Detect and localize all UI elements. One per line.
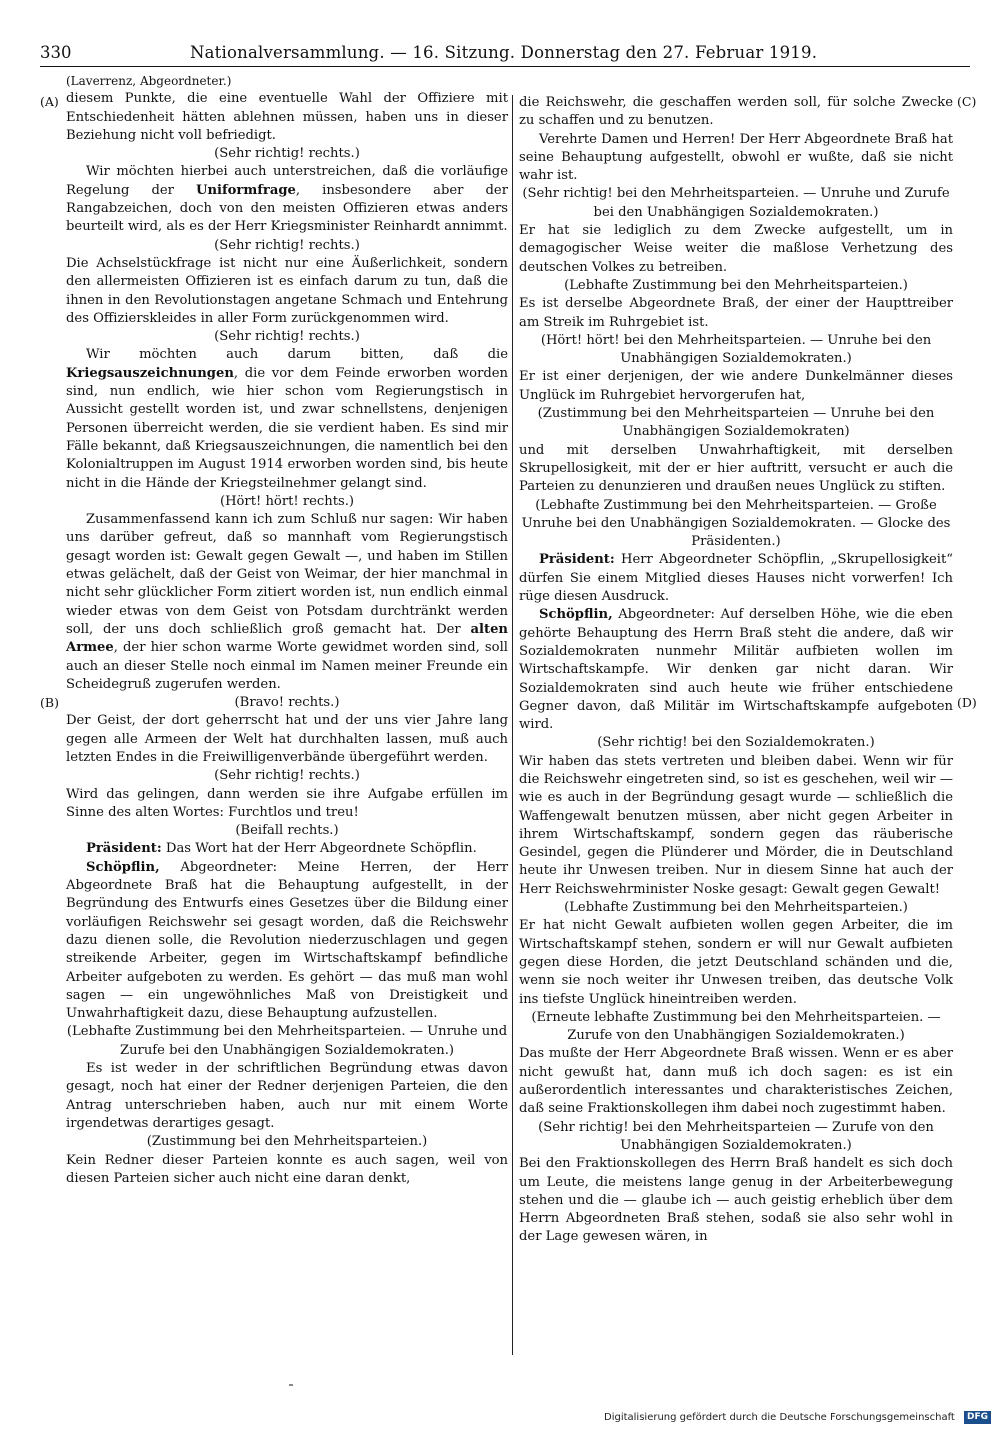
emphasis: Präsident: (539, 552, 615, 568)
emphasis: Präsident: (86, 841, 162, 857)
paragraph: Die Achselstückfrage ist nicht nur eine Äußerlichkeit, sondern den allermeisten Offizieren ist es einfach darum zu tun, daß die ihnen in den Revolutionstagen angetane Schmach und Entehrung des Offizierskleides in aller Form zurückgenommen wird. (66, 255, 508, 326)
interjection: (Lebhafte Zustimmung bei den Mehrheitsparteien. — Große Unruhe bei den Unabhängigen Sozialdemokraten. — Glocke des Präsidenten.) (521, 497, 951, 550)
interjection: (Sehr richtig! rechts.) (214, 329, 360, 345)
emphasis: Uniformfrage (196, 182, 296, 198)
paragraph: Wir haben das stets vertreten und bleiben dabei. Wenn wir für die Reichswehr eingetreten sind, so ist es geschehen, weil wir — wie es auch in der Begründung gesagt wurde — schließlich die Waffengewalt benutzen müssen, aber nicht gegen Arbeiter in ihrem Wirtschaftskampf, sondern gegen das räuberische Gesindel, gegen die Plünderer und Mörder, die in Deutschland heute ihr Unwesen treiben. Nur in diesem Sinne hat auch der Herr Reichswehrminister Noske gesagt: Gewalt gegen Gewalt! (519, 753, 953, 897)
column-divider (512, 95, 513, 1355)
interjection: (Sehr richtig! rechts.) (214, 768, 360, 784)
paragraph (519, 131, 953, 186)
dfg-logo: DFG (964, 1411, 991, 1424)
paragraph-text: Abgeordneter: Meine Herren, der Herr Abgeordnete Braß hat die Behauptung aufgestellt, in der Begründung des Entwurfs eines Gesetzes über die Bildung einer vorläufigen Reichswehr sei gesagt worden, daß die Reichswehr dazu dienen solle, die Revolution niederzuschlagen und gegen streikende Arbeiter, gegen im Wirtschaftskampf befindliche Arbeiter aufgeboten zu werden. Es gehört — das muß man wohl sagen — ein ungewöhnliches Maß von Dreistigkeit und Unwahrhaftigkeit dazu, diese Behauptung aufzustellen. (66, 859, 508, 1022)
paragraph: Bei den Fraktionskollegen des Herrn Braß handelt es sich doch um Leute, die meistens lange genug in der Arbeiterbewegung stehen und die — glaube ich — auch geistig erheblich über dem Herrn Abgeordneten Braß stehen, sodaß sie also sehr wohl in der Lage gewesen wären, in (519, 1156, 953, 1245)
right-column (519, 94, 953, 1247)
interjection: (Lebhafte Zustimmung bei den Mehrheitsparteien.) (564, 900, 908, 916)
interjection: (Erneute lebhafte Zustimmung bei den Mehrheitsparteien. — Zurufe von den Unabhängigen Sozialdemokraten.) (531, 1009, 941, 1044)
paragraph-text: Zusammenfassend kann ich zum Schluß nur sagen: Wir haben uns darüber gefreut, daß so mannhaft vom Regierungstisch gesagt worden ist: Gewalt gegen Gewalt —, und haben im Stillen etwas gelächelt, daß der Geist von Weimar, der hier manchmal in nicht sehr glücklicher Form zitiert worden ist, nun endlich einmal wieder etwas von dem Geist von Potsdam durchtränkt werden soll, der uns doch schließlich groß gemacht hat. Der (66, 512, 508, 637)
footer (604, 1410, 989, 1426)
interjection: (Beifall rechts.) (235, 823, 339, 839)
paragraph (66, 1060, 508, 1133)
paragraph (66, 840, 508, 858)
footer-credit: Digitalisierung gefördert durch die Deutsche Forschungsgemeinschaft (604, 1412, 955, 1423)
interjection: (Sehr richtig! rechts.) (214, 146, 360, 162)
paragraph (66, 859, 508, 1024)
paragraph (66, 346, 508, 492)
interjection: (Hört! hört! bei den Mehrheitsparteien. — Unruhe bei den Unabhängigen Sozialdemokraten.) (540, 332, 932, 367)
interjection: (Zustimmung bei den Mehrheitsparteien.) (146, 1134, 428, 1150)
margin-marker-b: (B) (40, 695, 59, 710)
paragraph-text: Abgeordneter: Auf derselben Höhe, wie die eben gehörte Behauptung des Herrn Braß steht die andere, daß wir Sozialdemokraten nunmehr Militär aufbieten wollen im Wirtschaftskampfe. Wir denken gar nicht daran. Wir Sozialdemokraten sind auch heute wie früher entschiedene Gegner davon, daß Militär im Wirtschaftskampfe aufgeboten wird. (519, 607, 953, 733)
paragraph (66, 511, 508, 694)
paragraph: Das mußte der Herr Abgeordnete Braß wissen. Wenn er es aber nicht gewußt hat, dann muß ich doch sagen: es ist ein außerordentlich interessantes und charakteristisches Zeichen, daß seine Fraktionskollegen ihm dabei noch zugestimmt haben. (519, 1046, 953, 1117)
emphasis: Kriegsauszeichnungen (66, 365, 234, 381)
interjection: (Bravo! rechts.) (234, 695, 340, 711)
interjection: (Lebhafte Zustimmung bei den Mehrheitsparteien.) (564, 277, 908, 293)
paragraph: und mit derselben Unwahrhaftigkeit, mit derselben Skrupellosigkeit, mit der er hier auftritt, versucht er auch die Parteien zu denunzieren und draußen neues Unglück zu stiften. (519, 442, 953, 495)
interjection: (Sehr richtig! bei den Mehrheitsparteien. — Unruhe und Zurufe bei den Unabhängigen Sozialdemokraten.) (522, 186, 950, 220)
interjection: (Sehr richtig! rechts.) (214, 237, 360, 253)
paragraph-text: Herr Abgeordneter Schöpflin, „Skrupellosigkeit“ dürfen Sie einem Mitglied dieses Hauses nicht vorwerfen! Ich rüge diesen Ausdruck. (519, 552, 953, 605)
interjection: (Hört! hört! rechts.) (219, 493, 355, 509)
interjection: (Sehr richtig! bei den Mehrheitsparteien — Zurufe von den Unabhängigen Sozialdemokraten.) (538, 1119, 934, 1153)
paragraph-text: , der hier schon warme Worte gewidmet worden sind, soll auch an dieser Stelle noch einmal im Namen meiner Freunde ein Scheidegruß zugerufen werden. (66, 640, 508, 692)
paragraph: Er hat sie lediglich zu dem Zwecke aufgestellt, um in demagogischer Weise weiter die maßlose Verhetzung des deutschen Volkes zu betreiben. (519, 223, 953, 275)
paragraph: Er ist einer derjenigen, der wie andere Dunkelmänner dieses Unglück im Ruhrgebiet hervorgerufen hat, (519, 369, 953, 403)
page-mark (289, 1384, 293, 1386)
paragraph-text: , insbesondere aber der Rangabzeichen, doch von den meisten Offizieren etwas anders beurteilt wird, als es der Herr Kriegsminister Reinhardt annimmt. (66, 182, 508, 235)
paragraph-text: Das Wort hat der Herr Abgeordnete Schöpflin. (161, 841, 477, 857)
paragraph-text: Wir möchten auch darum bitten, daß die (86, 347, 508, 363)
margin-marker-c: (C) (957, 94, 977, 109)
speaker-continuation: (Laverrenz, Abgeordneter.) (66, 74, 232, 88)
paragraph: Kein Redner dieser Parteien konnte es auch sagen, weil von diesen Parteien sicher auch nicht eine daran denkt, (66, 1152, 508, 1186)
page-number: 330 (40, 43, 72, 62)
emphasis: alten Armee (66, 621, 508, 656)
paragraph: Es ist derselbe Abgeordnete Braß, der einer der Haupttreiber am Streik im Ruhrgebiet ist. (519, 296, 953, 330)
paragraph (66, 163, 508, 236)
paragraph-text: , die vor dem Feinde erworben worden sind, nun endlich, wie hier schon vom Regierungstisch in Aussicht gestellt worden ist, und zwar schnellstens, denjenigen Personen überreicht werden, die sie verdient haben. Es sind mir Fälle bekannt, daß Kriegsauszeichnungen, die namentlich bei den Kolonialtruppen im August 1914 erworben worden sind, bis heute nicht in die Hände der Kriegsteilnehmer gelangt sind. (66, 365, 508, 491)
margin-marker-a: (A) (40, 94, 59, 109)
paragraph: Der Geist, der dort geherrscht hat und der uns vier Jahre lang gegen alle Armeen der Welt hat durchhalten lassen, muß auch letzten Endes in die Freiwilligenverbände übergeführt werden. (66, 713, 508, 765)
interjection: (Zustimmung bei den Mehrheitsparteien — Unruhe bei den Unabhängigen Sozialdemokraten) (537, 406, 935, 440)
page-header (40, 40, 970, 67)
paragraph-text: Es ist weder in der schriftlichen Begründung etwas davon gesagt, noch hat einer der Redner derjenigen Parteien, die den Antrag unterschrieben haben, auch nur mit einem Worte irgendetwas derartiges gesagt. (66, 1061, 508, 1131)
left-column (66, 72, 508, 1188)
interjection: (Lebhafte Zustimmung bei den Mehrheitsparteien. — Unruhe und Zurufe bei den Unabhängigen Sozialdemokraten.) (66, 1024, 508, 1058)
margin-marker-d: (D) (957, 695, 977, 710)
paragraph (519, 551, 953, 606)
interjection: (Sehr richtig! bei den Sozialdemokraten.) (597, 735, 875, 751)
emphasis: Schöpflin, (539, 607, 613, 623)
emphasis: Schöpflin, (86, 859, 160, 875)
header-title: Nationalversammlung. — 16. Sitzung. Donnerstag den 27. Februar 1919. (190, 43, 818, 62)
paragraph: die Reichswehr, die geschaffen werden soll, für solche Zwecke zu schaffen und zu benutzen. (519, 95, 953, 129)
paragraph (519, 606, 953, 734)
paragraph: diesem Punkte, die eine eventuelle Wahl der Offiziere mit Entschiedenheit hätten ablehnen müssen, haben uns in dieser Beziehung nicht voll befriedigt. (66, 91, 508, 143)
paragraph-text: Wir möchten hierbei auch unterstreichen, daß die vorläufige Regelung der (66, 164, 508, 198)
paragraph: Wird das gelingen, dann werden sie ihre Aufgabe erfüllen im Sinne des alten Wortes: Furchtlos und treu! (66, 786, 508, 820)
paragraph-text: Verehrte Damen und Herren! Der Herr Abgeordnete Braß hat seine Behauptung aufgestellt, obwohl er wußte, daß sie nicht wahr ist. (519, 131, 953, 184)
paragraph: Er hat nicht Gewalt aufbieten wollen gegen Arbeiter, die im Wirtschaftskampf stehen, sondern er will nur Gewalt aufbieten gegen diese Horden, die jetzt Deutschland schänden und die, wenn sie noch weiter ihr Unwesen treiben, das deutsche Volk ins tiefste Unglück hineintreiben werden. (519, 918, 953, 1007)
